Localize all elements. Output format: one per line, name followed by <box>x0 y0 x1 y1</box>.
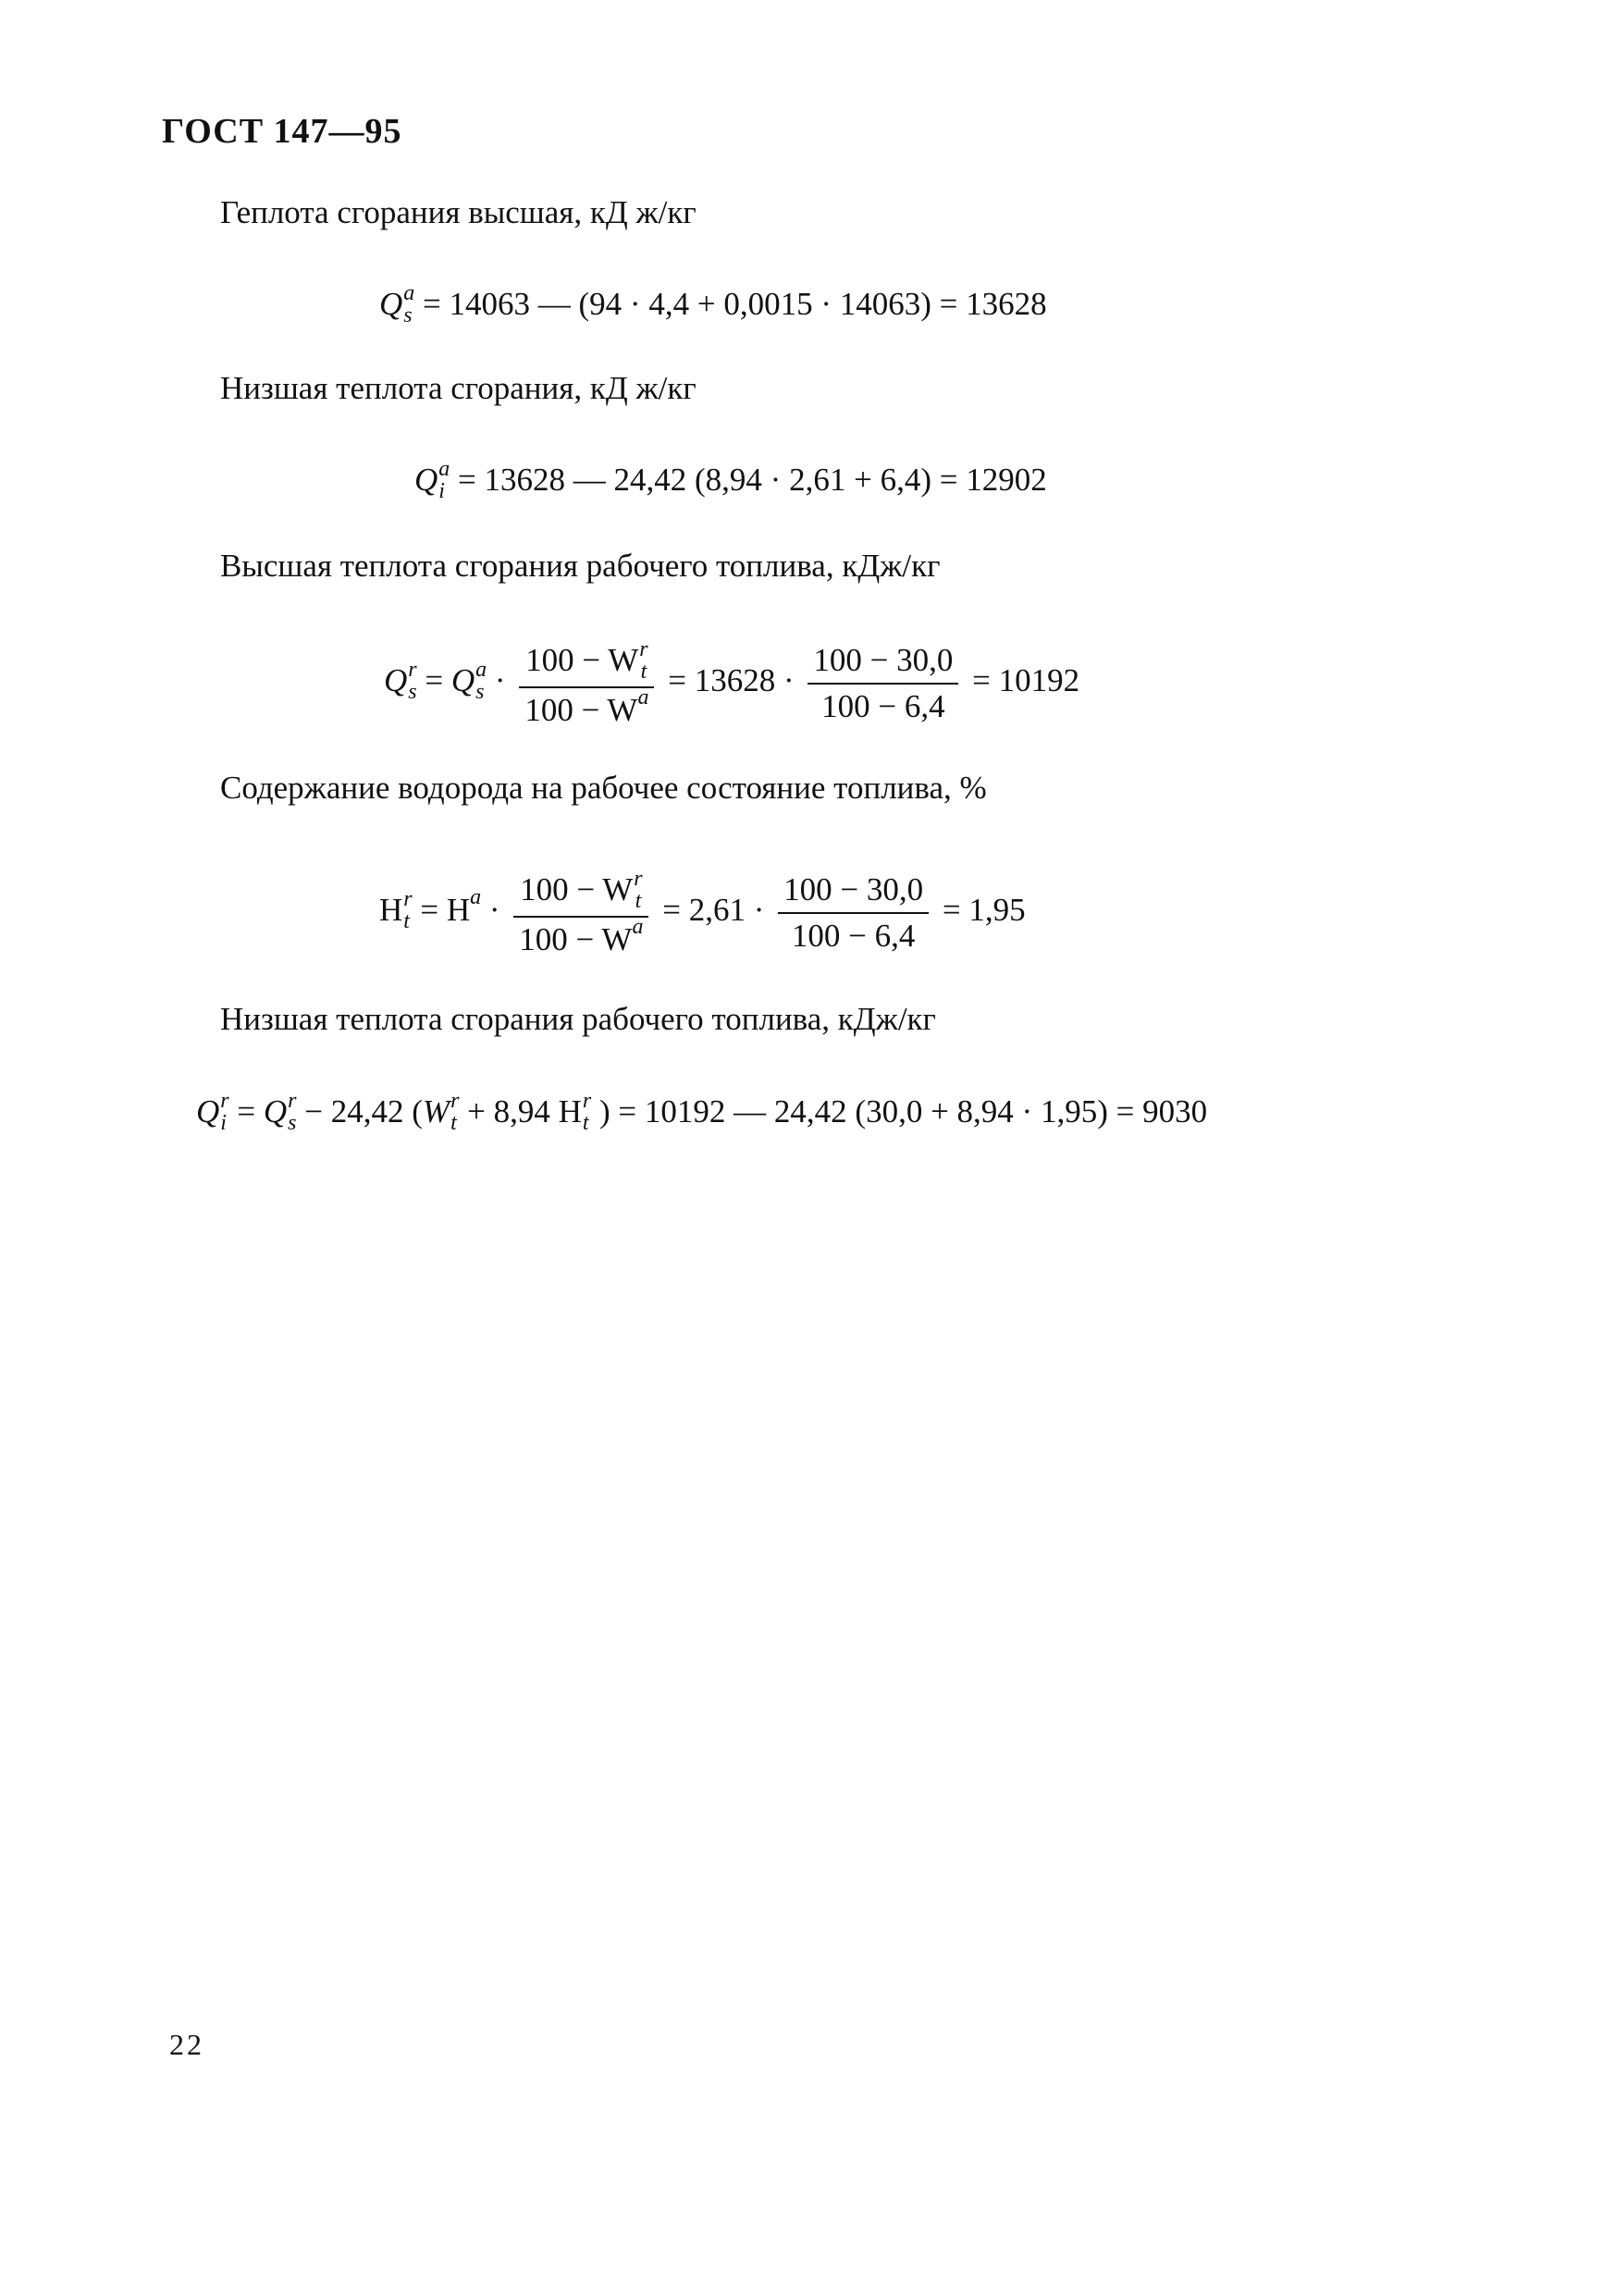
formula-lower-heat-rhs: = 13628 — 24,42 (8,94 · 2,61 + 6,4) = 12902 <box>458 462 1047 498</box>
formula-hydrogen-result: = 1,95 <box>942 892 1026 929</box>
formula-working-higher-heat-result: = 10192 <box>972 662 1080 699</box>
page-number: 22 <box>169 2028 204 2061</box>
formula-working-lower-heat: Q r i = Q r s − 24,42 (W r t + 8,94 H r t ) = 10192 — 24,42 (30,0 + 8,94 · 1,95) = 9030 <box>196 1089 1208 1135</box>
formula-higher-heat: Q a s = 14063 — (94 · 4,4 + 0,0015 · 14063) = 13628 <box>379 281 1047 327</box>
document-header: ГОСТ 147—95 <box>162 112 402 151</box>
fraction-hydrogen-moisture: 100 − W r t $100 - W^a$ <box>513 868 648 958</box>
formula-hydrogen-mid: = 2,61 · <box>662 892 765 929</box>
paragraph-higher-heat: Геплота сгорания высшая, кД ж/кг <box>220 194 697 230</box>
formula-working-higher-heat-mid: = 13628 · <box>668 662 795 699</box>
fraction-moisture: 100 − W r t $100 - W^a$ <box>519 638 654 729</box>
fraction-values: $\frac{100 - 30,0}{100 - 6,4}$ <box>808 642 958 725</box>
formula-lower-heat: Q a i = 13628 — 24,42 (8,94 · 2,61 + 6,4) = 12902 <box>414 457 1047 503</box>
paragraph-lower-heat: Низшая теплота сгорания, кД ж/кг <box>220 370 697 406</box>
formula-working-lower-heat-rhs: ) = 10192 — 24,42 (30,0 + 8,94 · 1,95) = 9030 <box>599 1093 1208 1129</box>
paragraph-working-higher-heat: Высшая теплота сгорания рабочего топлива, кДж/кг <box>220 548 941 584</box>
fraction-hydrogen-values: $\frac{100 - 30,0}{100 - 6,4}$ <box>778 871 929 955</box>
formula-working-higher-heat: Q r s = Q a s · 100 − W r t $100 - W^a$ = 13628 · $\frac{100 - 30,0}{100 - 6,4}$ = 10192 <box>384 637 1080 728</box>
formula-higher-heat-rhs: = 14063 — (94 · 4,4 + 0,0015 · 14063) = 13628 <box>423 286 1047 322</box>
paragraph-hydrogen: Содержание водорода на рабочее состояние топлива, % <box>220 770 987 806</box>
formula-hydrogen: H r t = $H^a$ · 100 − W r t $100 - W^a$ = 2,61 · $\frac{100 - 30,0}{100 - 6,4}$ = 1,95 <box>379 867 1026 957</box>
paragraph-working-lower-heat: Низшая теплота сгорания рабочего топлива, кДж/кг <box>220 1001 936 1037</box>
